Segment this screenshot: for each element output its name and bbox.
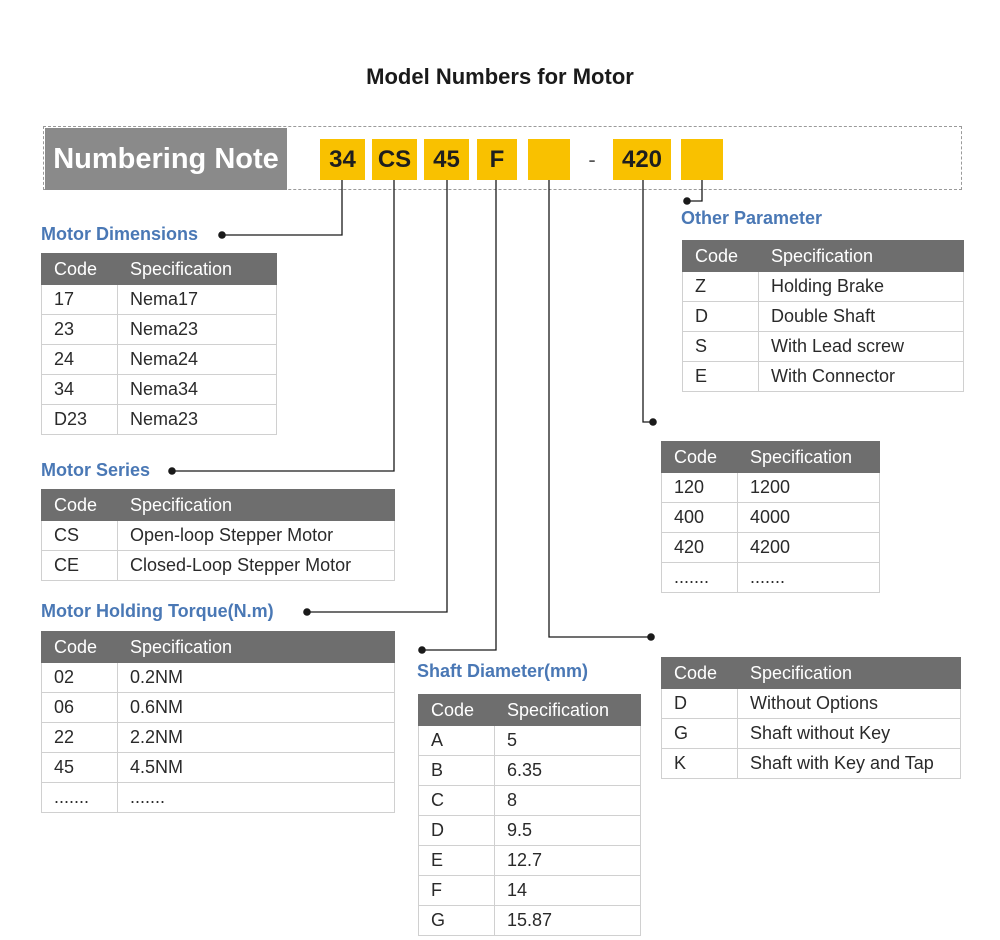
- table-row: [42, 663, 395, 693]
- spec-cell: Nema17: [118, 285, 277, 315]
- spec-cell: Double Shaft: [759, 302, 964, 332]
- table-row: [42, 405, 277, 435]
- table-row: [42, 375, 277, 405]
- code-cell: 22: [42, 723, 118, 753]
- table-row: [419, 846, 641, 876]
- header-spec: Specification: [118, 490, 395, 521]
- dot-shaft: [418, 646, 426, 654]
- shaft-diameter-table: [418, 694, 641, 936]
- table-row: [662, 503, 880, 533]
- table-row: [419, 756, 641, 786]
- table-row: [662, 719, 961, 749]
- spec-cell: Nema23: [118, 315, 277, 345]
- table-header-row: [419, 695, 641, 726]
- spec-cell: Closed-Loop Stepper Motor: [118, 551, 395, 581]
- table-header-row: [662, 442, 880, 473]
- motor-dimensions-title: Motor Dimensions: [41, 224, 199, 244]
- table-row: [662, 689, 961, 719]
- table-row: [662, 563, 880, 593]
- code-cell: 17: [42, 285, 118, 315]
- table-row: [42, 723, 395, 753]
- numbering-note-label: Numbering Note: [45, 128, 287, 190]
- dot-dimensions: [218, 231, 226, 239]
- spec-cell: 4000: [738, 503, 880, 533]
- table-header-row: [42, 490, 395, 521]
- table-row: [42, 783, 395, 813]
- table-row: [42, 551, 395, 581]
- code-cell: C: [419, 786, 495, 816]
- table-row: [683, 302, 964, 332]
- code-cell: CE: [42, 551, 118, 581]
- code-cell: Z: [683, 272, 759, 302]
- other-parameter-title: Other Parameter: [681, 208, 823, 228]
- options-table: [661, 657, 961, 779]
- code-box-series: CS: [372, 139, 417, 180]
- table-row: [662, 533, 880, 563]
- table-row: [42, 693, 395, 723]
- code-cell: D: [419, 816, 495, 846]
- spec-cell: Holding Brake: [759, 272, 964, 302]
- motor-series-title: Motor Series: [41, 460, 151, 480]
- table-row: [42, 315, 277, 345]
- code-cell: D23: [42, 405, 118, 435]
- code-cell: 23: [42, 315, 118, 345]
- header-code: Code: [419, 695, 495, 726]
- spec-cell: With Lead screw: [759, 332, 964, 362]
- spec-cell: 8: [495, 786, 641, 816]
- header-code: Code: [42, 490, 118, 521]
- motor-dimensions-table: [41, 253, 277, 435]
- code-box-dimension: 34: [320, 139, 365, 180]
- header-code: Code: [42, 632, 118, 663]
- dot-series: [168, 467, 176, 475]
- dot-other: [683, 197, 691, 205]
- table-row: [662, 749, 961, 779]
- code-cell: .......: [662, 563, 738, 593]
- code-cell: 02: [42, 663, 118, 693]
- table-row: [419, 786, 641, 816]
- spec-cell: .......: [738, 563, 880, 593]
- code-cell: E: [419, 846, 495, 876]
- spec-cell: Shaft with Key and Tap: [738, 749, 961, 779]
- table-row: [42, 345, 277, 375]
- spec-cell: Open-loop Stepper Motor: [118, 521, 395, 551]
- code-cell: 45: [42, 753, 118, 783]
- table-header-row: [683, 241, 964, 272]
- spec-cell: .......: [118, 783, 395, 813]
- code-cell: E: [683, 362, 759, 392]
- code-cell: K: [662, 749, 738, 779]
- header-spec: Specification: [118, 632, 395, 663]
- spec-cell: 2.2NM: [118, 723, 395, 753]
- code-cell: 400: [662, 503, 738, 533]
- code-cell: A: [419, 726, 495, 756]
- dot-torque: [303, 608, 311, 616]
- spec-cell: 15.87: [495, 906, 641, 936]
- spec-cell: 0.6NM: [118, 693, 395, 723]
- header-spec: Specification: [118, 254, 277, 285]
- holding-torque-title: Motor Holding Torque(N.m): [41, 601, 274, 621]
- table-row: [42, 753, 395, 783]
- spec-cell: Nema23: [118, 405, 277, 435]
- code-box-number: 420: [613, 139, 671, 180]
- table-row: [662, 473, 880, 503]
- header-code: Code: [662, 442, 738, 473]
- code-box-shaft: F: [477, 139, 517, 180]
- table-row: [683, 362, 964, 392]
- table-row: [683, 332, 964, 362]
- code-cell: B: [419, 756, 495, 786]
- connector-shaft: [422, 180, 496, 650]
- spec-cell: 0.2NM: [118, 663, 395, 693]
- code-cell: 120: [662, 473, 738, 503]
- dot-number: [649, 418, 657, 426]
- spec-cell: 14: [495, 876, 641, 906]
- code-cell: 06: [42, 693, 118, 723]
- code-box-torque: 45: [424, 139, 469, 180]
- table-header-row: [42, 632, 395, 663]
- spec-cell: 4200: [738, 533, 880, 563]
- number-table: [661, 441, 880, 593]
- table-row: [42, 521, 395, 551]
- spec-cell: 12.7: [495, 846, 641, 876]
- code-cell: .......: [42, 783, 118, 813]
- code-cell: 34: [42, 375, 118, 405]
- connector-options: [549, 180, 651, 637]
- table-row: [419, 876, 641, 906]
- shaft-diameter-title: Shaft Diameter(mm): [417, 661, 589, 681]
- diagram-title: Model Numbers for Motor: [366, 64, 634, 89]
- code-cell: F: [419, 876, 495, 906]
- spec-cell: 6.35: [495, 756, 641, 786]
- spec-cell: Nema24: [118, 345, 277, 375]
- spec-cell: 9.5: [495, 816, 641, 846]
- code-cell: 420: [662, 533, 738, 563]
- spec-cell: 4.5NM: [118, 753, 395, 783]
- table-row: [419, 906, 641, 936]
- code-dash: -: [588, 146, 596, 172]
- table-header-row: [42, 254, 277, 285]
- connector-other: [687, 180, 702, 201]
- header-spec: Specification: [759, 241, 964, 272]
- spec-cell: Shaft without Key: [738, 719, 961, 749]
- header-code: Code: [683, 241, 759, 272]
- table-row: [683, 272, 964, 302]
- code-cell: D: [683, 302, 759, 332]
- header-spec: Specification: [495, 695, 641, 726]
- connector-number: [643, 180, 653, 422]
- code-cell: CS: [42, 521, 118, 551]
- holding-torque-table: [41, 631, 395, 813]
- code-cell: G: [419, 906, 495, 936]
- motor-series-table: [41, 489, 395, 581]
- other-parameter-table: [682, 240, 964, 392]
- code-cell: G: [662, 719, 738, 749]
- code-cell: 24: [42, 345, 118, 375]
- table-row: [42, 285, 277, 315]
- spec-cell: Without Options: [738, 689, 961, 719]
- code-cell: S: [683, 332, 759, 362]
- header-code: Code: [662, 658, 738, 689]
- dot-options: [647, 633, 655, 641]
- table-row: [419, 726, 641, 756]
- spec-cell: With Connector: [759, 362, 964, 392]
- spec-cell: 5: [495, 726, 641, 756]
- table-row: [419, 816, 641, 846]
- spec-cell: 1200: [738, 473, 880, 503]
- spec-cell: Nema34: [118, 375, 277, 405]
- connector-dimensions: [222, 180, 342, 235]
- header-spec: Specification: [738, 658, 961, 689]
- code-cell: D: [662, 689, 738, 719]
- header-spec: Specification: [738, 442, 880, 473]
- header-code: Code: [42, 254, 118, 285]
- table-header-row: [662, 658, 961, 689]
